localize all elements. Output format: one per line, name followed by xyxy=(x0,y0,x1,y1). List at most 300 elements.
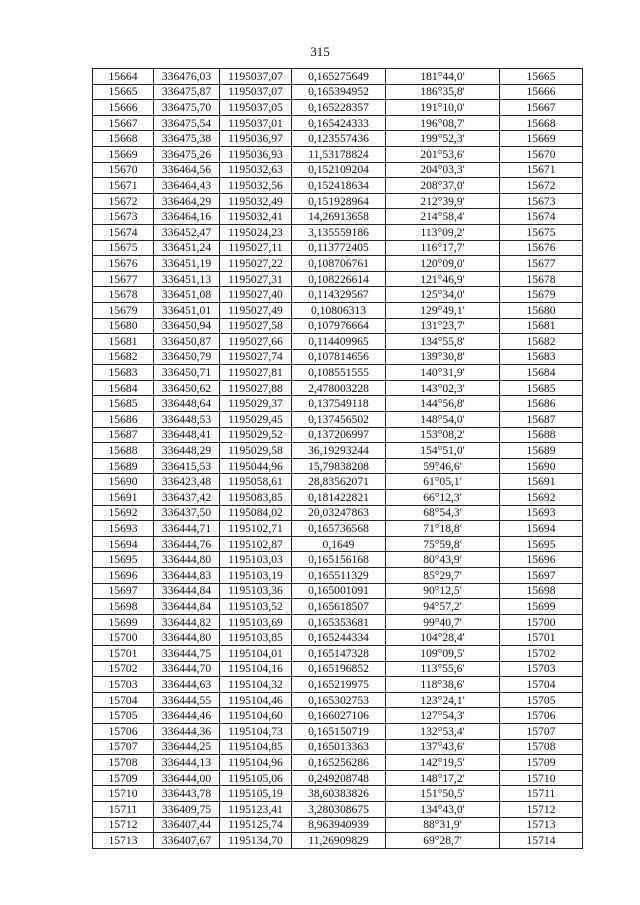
next-point-cell: 15689 xyxy=(500,443,583,459)
y-coordinate-cell: 1195104,32 xyxy=(220,677,292,693)
point-number-cell: 15680 xyxy=(93,318,154,334)
x-coordinate-cell: 336451,08 xyxy=(154,287,220,303)
bearing-cell: 109°09,5' xyxy=(386,645,500,661)
x-coordinate-cell: 336444,80 xyxy=(154,630,220,646)
bearing-cell: 191°10,0' xyxy=(386,100,500,116)
point-number-cell: 15702 xyxy=(93,661,154,677)
point-number-cell: 15681 xyxy=(93,334,154,350)
y-coordinate-cell: 1195084,02 xyxy=(220,505,292,521)
distance-cell: 3,135559186 xyxy=(292,224,386,240)
point-number-cell: 15672 xyxy=(93,193,154,209)
y-coordinate-cell: 1195103,36 xyxy=(220,583,292,599)
y-coordinate-cell: 1195083,85 xyxy=(220,490,292,506)
table-row xyxy=(93,583,583,599)
table-row xyxy=(93,708,583,724)
y-coordinate-cell: 1195104,73 xyxy=(220,723,292,739)
distance-cell: 28,83562071 xyxy=(292,474,386,490)
next-point-cell: 15704 xyxy=(500,677,583,693)
x-coordinate-cell: 336444,80 xyxy=(154,552,220,568)
next-point-cell: 15670 xyxy=(500,146,583,162)
x-coordinate-cell: 336437,50 xyxy=(154,505,220,521)
bearing-cell: 132°53,4' xyxy=(386,723,500,739)
bearing-cell: 134°55,8' xyxy=(386,334,500,350)
x-coordinate-cell: 336409,75 xyxy=(154,801,220,817)
distance-cell: 0,165156168 xyxy=(292,552,386,568)
point-number-cell: 15671 xyxy=(93,178,154,194)
x-coordinate-cell: 336464,43 xyxy=(154,178,220,194)
next-point-cell: 15674 xyxy=(500,209,583,225)
bearing-cell: 71°18,8' xyxy=(386,521,500,537)
point-number-cell: 15696 xyxy=(93,568,154,584)
table-row xyxy=(93,178,583,194)
x-coordinate-cell: 336415,53 xyxy=(154,458,220,474)
table-row xyxy=(93,614,583,630)
table-row xyxy=(93,568,583,584)
point-number-cell: 15705 xyxy=(93,708,154,724)
point-number-cell: 15669 xyxy=(93,146,154,162)
distance-cell: 0,165013363 xyxy=(292,739,386,755)
y-coordinate-cell: 1195044,96 xyxy=(220,458,292,474)
bearing-cell: 196°08,7' xyxy=(386,115,500,131)
next-point-cell: 15708 xyxy=(500,739,583,755)
x-coordinate-cell: 336444,13 xyxy=(154,755,220,771)
y-coordinate-cell: 1195027,81 xyxy=(220,365,292,381)
table-row xyxy=(93,302,583,318)
x-coordinate-cell: 336450,94 xyxy=(154,318,220,334)
next-point-cell: 15669 xyxy=(500,131,583,147)
table-row xyxy=(93,131,583,147)
bearing-cell: 199°52,3' xyxy=(386,131,500,147)
bearing-cell: 113°55,6' xyxy=(386,661,500,677)
distance-cell: 0,165001091 xyxy=(292,583,386,599)
bearing-cell: 204°03,3' xyxy=(386,162,500,178)
table-row xyxy=(93,69,583,85)
y-coordinate-cell: 1195105,19 xyxy=(220,786,292,802)
distance-cell: 0,151928964 xyxy=(292,193,386,209)
point-number-cell: 15677 xyxy=(93,271,154,287)
bearing-cell: 116°17,7' xyxy=(386,240,500,256)
y-coordinate-cell: 1195032,63 xyxy=(220,162,292,178)
point-number-cell: 15699 xyxy=(93,614,154,630)
table-row xyxy=(93,536,583,552)
next-point-cell: 15665 xyxy=(500,69,583,85)
next-point-cell: 15675 xyxy=(500,224,583,240)
x-coordinate-cell: 336476,03 xyxy=(154,69,220,85)
coordinates-table xyxy=(92,68,583,849)
y-coordinate-cell: 1195037,05 xyxy=(220,100,292,116)
distance-cell: 0,108551555 xyxy=(292,365,386,381)
bearing-cell: 151°50,5' xyxy=(386,786,500,802)
y-coordinate-cell: 1195123,41 xyxy=(220,801,292,817)
point-number-cell: 15673 xyxy=(93,209,154,225)
distance-cell: 0,165618507 xyxy=(292,599,386,615)
next-point-cell: 15714 xyxy=(500,833,583,849)
point-number-cell: 15703 xyxy=(93,677,154,693)
distance-cell: 14,26913658 xyxy=(292,209,386,225)
distance-cell: 36,19293244 xyxy=(292,443,386,459)
bearing-cell: 134°43,0' xyxy=(386,801,500,817)
distance-cell: 0,1649 xyxy=(292,536,386,552)
point-number-cell: 15700 xyxy=(93,630,154,646)
table-row xyxy=(93,739,583,755)
bearing-cell: 148°54,0' xyxy=(386,412,500,428)
bearing-cell: 104°28,4' xyxy=(386,630,500,646)
x-coordinate-cell: 336451,13 xyxy=(154,271,220,287)
y-coordinate-cell: 1195105,06 xyxy=(220,770,292,786)
y-coordinate-cell: 1195029,37 xyxy=(220,396,292,412)
bearing-cell: 201°53,6' xyxy=(386,146,500,162)
next-point-cell: 15666 xyxy=(500,84,583,100)
point-number-cell: 15676 xyxy=(93,256,154,272)
table-row xyxy=(93,723,583,739)
distance-cell: 38,60383826 xyxy=(292,786,386,802)
y-coordinate-cell: 1195104,16 xyxy=(220,661,292,677)
x-coordinate-cell: 336475,54 xyxy=(154,115,220,131)
x-coordinate-cell: 336448,29 xyxy=(154,443,220,459)
point-number-cell: 15668 xyxy=(93,131,154,147)
point-number-cell: 15687 xyxy=(93,427,154,443)
point-number-cell: 15689 xyxy=(93,458,154,474)
table-row xyxy=(93,755,583,771)
x-coordinate-cell: 336475,70 xyxy=(154,100,220,116)
point-number-cell: 15678 xyxy=(93,287,154,303)
table-row xyxy=(93,490,583,506)
bearing-cell: 153°08,2' xyxy=(386,427,500,443)
next-point-cell: 15688 xyxy=(500,427,583,443)
x-coordinate-cell: 336450,62 xyxy=(154,380,220,396)
bearing-cell: 139°30,8' xyxy=(386,349,500,365)
table-row xyxy=(93,115,583,131)
table-row xyxy=(93,817,583,833)
point-number-cell: 15670 xyxy=(93,162,154,178)
distance-cell: 0,165244334 xyxy=(292,630,386,646)
x-coordinate-cell: 336423,48 xyxy=(154,474,220,490)
y-coordinate-cell: 1195104,85 xyxy=(220,739,292,755)
x-coordinate-cell: 336444,84 xyxy=(154,599,220,615)
table-row xyxy=(93,599,583,615)
y-coordinate-cell: 1195058,61 xyxy=(220,474,292,490)
y-coordinate-cell: 1195104,96 xyxy=(220,755,292,771)
point-number-cell: 15682 xyxy=(93,349,154,365)
distance-cell: 0,165394952 xyxy=(292,84,386,100)
point-number-cell: 15684 xyxy=(93,380,154,396)
x-coordinate-cell: 336452,47 xyxy=(154,224,220,240)
table-row xyxy=(93,427,583,443)
distance-cell: 0,10806313 xyxy=(292,302,386,318)
x-coordinate-cell: 336450,79 xyxy=(154,349,220,365)
distance-cell: 0,165353681 xyxy=(292,614,386,630)
distance-cell: 0,114409965 xyxy=(292,334,386,350)
point-number-cell: 15704 xyxy=(93,692,154,708)
next-point-cell: 15683 xyxy=(500,349,583,365)
distance-cell: 20,03247863 xyxy=(292,505,386,521)
next-point-cell: 15703 xyxy=(500,661,583,677)
x-coordinate-cell: 336464,56 xyxy=(154,162,220,178)
point-number-cell: 15713 xyxy=(93,833,154,849)
x-coordinate-cell: 336475,38 xyxy=(154,131,220,147)
bearing-cell: 181°44,0' xyxy=(386,69,500,85)
distance-cell: 0,107976664 xyxy=(292,318,386,334)
next-point-cell: 15679 xyxy=(500,287,583,303)
x-coordinate-cell: 336444,25 xyxy=(154,739,220,755)
y-coordinate-cell: 1195027,11 xyxy=(220,240,292,256)
point-number-cell: 15706 xyxy=(93,723,154,739)
table-row xyxy=(93,349,583,365)
bearing-cell: 66°12,3' xyxy=(386,490,500,506)
distance-cell: 0,137549118 xyxy=(292,396,386,412)
y-coordinate-cell: 1195024,23 xyxy=(220,224,292,240)
table-row xyxy=(93,380,583,396)
x-coordinate-cell: 336444,82 xyxy=(154,614,220,630)
distance-cell: 0,113772405 xyxy=(292,240,386,256)
bearing-cell: 131°23,7' xyxy=(386,318,500,334)
distance-cell: 0,165150719 xyxy=(292,723,386,739)
table-row xyxy=(93,786,583,802)
next-point-cell: 15694 xyxy=(500,521,583,537)
bearing-cell: 212°39,9' xyxy=(386,193,500,209)
distance-cell: 0,165147328 xyxy=(292,645,386,661)
distance-cell: 0,165424333 xyxy=(292,115,386,131)
x-coordinate-cell: 336464,16 xyxy=(154,209,220,225)
bearing-cell: 142°19,5' xyxy=(386,755,500,771)
x-coordinate-cell: 336444,46 xyxy=(154,708,220,724)
table-row xyxy=(93,833,583,849)
next-point-cell: 15668 xyxy=(500,115,583,131)
table-row xyxy=(93,521,583,537)
bearing-cell: 214°58,4' xyxy=(386,209,500,225)
point-number-cell: 15698 xyxy=(93,599,154,615)
next-point-cell: 15673 xyxy=(500,193,583,209)
table-row xyxy=(93,458,583,474)
distance-cell: 0,249208748 xyxy=(292,770,386,786)
bearing-cell: 148°17,2' xyxy=(386,770,500,786)
next-point-cell: 15707 xyxy=(500,723,583,739)
x-coordinate-cell: 336464,29 xyxy=(154,193,220,209)
y-coordinate-cell: 1195104,60 xyxy=(220,708,292,724)
point-number-cell: 15688 xyxy=(93,443,154,459)
table-row xyxy=(93,287,583,303)
distance-cell: 0,165256286 xyxy=(292,755,386,771)
x-coordinate-cell: 336475,26 xyxy=(154,146,220,162)
next-point-cell: 15712 xyxy=(500,801,583,817)
point-number-cell: 15683 xyxy=(93,365,154,381)
bearing-cell: 113°09,2' xyxy=(386,224,500,240)
distance-cell: 0,114329567 xyxy=(292,287,386,303)
distance-cell: 0,123557436 xyxy=(292,131,386,147)
distance-cell: 2,478003228 xyxy=(292,380,386,396)
bearing-cell: 125°34,0' xyxy=(386,287,500,303)
next-point-cell: 15699 xyxy=(500,599,583,615)
next-point-cell: 15713 xyxy=(500,817,583,833)
next-point-cell: 15706 xyxy=(500,708,583,724)
distance-cell: 3,280308675 xyxy=(292,801,386,817)
point-number-cell: 15686 xyxy=(93,412,154,428)
x-coordinate-cell: 336448,53 xyxy=(154,412,220,428)
next-point-cell: 15702 xyxy=(500,645,583,661)
x-coordinate-cell: 336444,84 xyxy=(154,583,220,599)
distance-cell: 0,165196852 xyxy=(292,661,386,677)
next-point-cell: 15698 xyxy=(500,583,583,599)
point-number-cell: 15710 xyxy=(93,786,154,802)
y-coordinate-cell: 1195032,49 xyxy=(220,193,292,209)
y-coordinate-cell: 1195027,66 xyxy=(220,334,292,350)
y-coordinate-cell: 1195027,88 xyxy=(220,380,292,396)
next-point-cell: 15681 xyxy=(500,318,583,334)
x-coordinate-cell: 336444,75 xyxy=(154,645,220,661)
table-row xyxy=(93,271,583,287)
table-row xyxy=(93,630,583,646)
next-point-cell: 15691 xyxy=(500,474,583,490)
table-row xyxy=(93,224,583,240)
y-coordinate-cell: 1195103,03 xyxy=(220,552,292,568)
distance-cell: 11,26909829 xyxy=(292,833,386,849)
point-number-cell: 15701 xyxy=(93,645,154,661)
next-point-cell: 15711 xyxy=(500,786,583,802)
table-row xyxy=(93,240,583,256)
bearing-cell: 123°24,1' xyxy=(386,692,500,708)
table-row xyxy=(93,318,583,334)
table-row xyxy=(93,84,583,100)
bearing-cell: 68°54,3' xyxy=(386,505,500,521)
next-point-cell: 15682 xyxy=(500,334,583,350)
bearing-cell: 154°51,0' xyxy=(386,443,500,459)
y-coordinate-cell: 1195029,45 xyxy=(220,412,292,428)
bearing-cell: 99°40,7' xyxy=(386,614,500,630)
distance-cell: 0,108706761 xyxy=(292,256,386,272)
next-point-cell: 15686 xyxy=(500,396,583,412)
point-number-cell: 15679 xyxy=(93,302,154,318)
x-coordinate-cell: 336407,44 xyxy=(154,817,220,833)
y-coordinate-cell: 1195036,93 xyxy=(220,146,292,162)
next-point-cell: 15671 xyxy=(500,162,583,178)
x-coordinate-cell: 336444,63 xyxy=(154,677,220,693)
point-number-cell: 15692 xyxy=(93,505,154,521)
point-number-cell: 15694 xyxy=(93,536,154,552)
y-coordinate-cell: 1195027,22 xyxy=(220,256,292,272)
distance-cell: 11,53178824 xyxy=(292,146,386,162)
next-point-cell: 15701 xyxy=(500,630,583,646)
bearing-cell: 88°31,9' xyxy=(386,817,500,833)
bearing-cell: 69°28,7' xyxy=(386,833,500,849)
y-coordinate-cell: 1195032,41 xyxy=(220,209,292,225)
y-coordinate-cell: 1195027,40 xyxy=(220,287,292,303)
point-number-cell: 15690 xyxy=(93,474,154,490)
distance-cell: 0,165302753 xyxy=(292,692,386,708)
y-coordinate-cell: 1195125,74 xyxy=(220,817,292,833)
x-coordinate-cell: 336450,71 xyxy=(154,365,220,381)
table-row xyxy=(93,677,583,693)
next-point-cell: 15684 xyxy=(500,365,583,381)
distance-cell: 0,152109204 xyxy=(292,162,386,178)
table-row xyxy=(93,770,583,786)
table-row xyxy=(93,365,583,381)
next-point-cell: 15705 xyxy=(500,692,583,708)
bearing-cell: 120°09,0' xyxy=(386,256,500,272)
next-point-cell: 15672 xyxy=(500,178,583,194)
coordinates-table-body xyxy=(93,69,583,849)
table-row xyxy=(93,209,583,225)
bearing-cell: 208°37,0' xyxy=(386,178,500,194)
point-number-cell: 15707 xyxy=(93,739,154,755)
bearing-cell: 127°54,3' xyxy=(386,708,500,724)
table-row xyxy=(93,443,583,459)
bearing-cell: 144°56,8' xyxy=(386,396,500,412)
x-coordinate-cell: 336444,71 xyxy=(154,521,220,537)
point-number-cell: 15709 xyxy=(93,770,154,786)
bearing-cell: 118°38,6' xyxy=(386,677,500,693)
y-coordinate-cell: 1195103,69 xyxy=(220,614,292,630)
next-point-cell: 15676 xyxy=(500,240,583,256)
y-coordinate-cell: 1195103,19 xyxy=(220,568,292,584)
distance-cell: 0,165228357 xyxy=(292,100,386,116)
x-coordinate-cell: 336444,36 xyxy=(154,723,220,739)
x-coordinate-cell: 336443,78 xyxy=(154,786,220,802)
x-coordinate-cell: 336444,83 xyxy=(154,568,220,584)
table-row xyxy=(93,396,583,412)
y-coordinate-cell: 1195027,49 xyxy=(220,302,292,318)
bearing-cell: 186°35,8' xyxy=(386,84,500,100)
y-coordinate-cell: 1195104,46 xyxy=(220,692,292,708)
bearing-cell: 143°02,3' xyxy=(386,380,500,396)
x-coordinate-cell: 336451,01 xyxy=(154,302,220,318)
point-number-cell: 15711 xyxy=(93,801,154,817)
y-coordinate-cell: 1195102,87 xyxy=(220,536,292,552)
y-coordinate-cell: 1195027,74 xyxy=(220,349,292,365)
y-coordinate-cell: 1195036,97 xyxy=(220,131,292,147)
x-coordinate-cell: 336407,67 xyxy=(154,833,220,849)
point-number-cell: 15697 xyxy=(93,583,154,599)
x-coordinate-cell: 336475,87 xyxy=(154,84,220,100)
distance-cell: 0,108226614 xyxy=(292,271,386,287)
point-number-cell: 15665 xyxy=(93,84,154,100)
next-point-cell: 15685 xyxy=(500,380,583,396)
distance-cell: 15,79838208 xyxy=(292,458,386,474)
table-row xyxy=(93,100,583,116)
y-coordinate-cell: 1195027,58 xyxy=(220,318,292,334)
table-row xyxy=(93,645,583,661)
page-number: 315 xyxy=(310,44,330,59)
y-coordinate-cell: 1195029,58 xyxy=(220,443,292,459)
next-point-cell: 15692 xyxy=(500,490,583,506)
distance-cell: 0,137456502 xyxy=(292,412,386,428)
y-coordinate-cell: 1195104,01 xyxy=(220,645,292,661)
table-row xyxy=(93,801,583,817)
point-number-cell: 15685 xyxy=(93,396,154,412)
distance-cell: 0,165736568 xyxy=(292,521,386,537)
point-number-cell: 15691 xyxy=(93,490,154,506)
table-row xyxy=(93,334,583,350)
table-row xyxy=(93,162,583,178)
point-number-cell: 15712 xyxy=(93,817,154,833)
point-number-cell: 15695 xyxy=(93,552,154,568)
next-point-cell: 15680 xyxy=(500,302,583,318)
y-coordinate-cell: 1195037,07 xyxy=(220,84,292,100)
bearing-cell: 137°43,6' xyxy=(386,739,500,755)
bearing-cell: 80°43,9' xyxy=(386,552,500,568)
next-point-cell: 15695 xyxy=(500,536,583,552)
point-number-cell: 15693 xyxy=(93,521,154,537)
bearing-cell: 85°29,7' xyxy=(386,568,500,584)
table-row xyxy=(93,474,583,490)
next-point-cell: 15693 xyxy=(500,505,583,521)
distance-cell: 0,137206997 xyxy=(292,427,386,443)
next-point-cell: 15678 xyxy=(500,271,583,287)
next-point-cell: 15709 xyxy=(500,755,583,771)
y-coordinate-cell: 1195037,07 xyxy=(220,69,292,85)
distance-cell: 0,165275649 xyxy=(292,69,386,85)
bearing-cell: 75°59,8' xyxy=(386,536,500,552)
table-row xyxy=(93,552,583,568)
